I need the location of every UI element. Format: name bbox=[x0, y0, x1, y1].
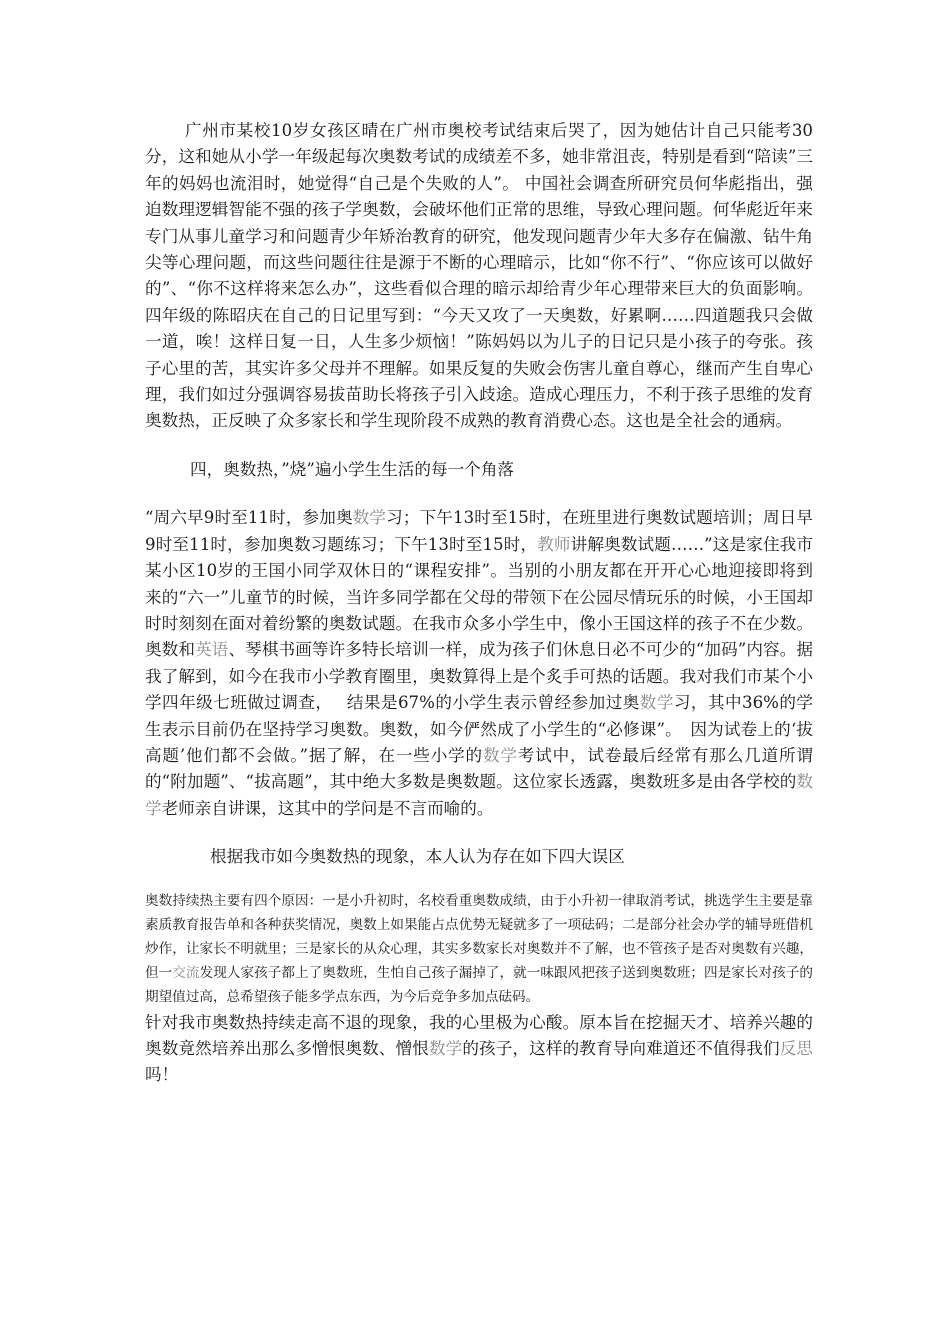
keyword-link-math[interactable]: 数学 bbox=[145, 772, 813, 818]
text-segment: “周六早9时至11时，参加奥 bbox=[145, 508, 353, 528]
keyword-link-english[interactable]: 英语 bbox=[195, 640, 229, 660]
text-segment: 针对我市奥数热持续走高不退的现象，我的心里极为心酸。原本旨在挖掘天才、培养兴趣的奥数竟然培养出那么多憎恨奥数、憎恨 bbox=[145, 1012, 813, 1058]
text-segment: 、琴棋书画等许多特长培训一样，成为孩子们休息日必不可少的“加码”内容。据我了解到，如今在我市小学教育圈里，奥数算得上是个炙手可热的话题。我对我们市某个小学四年级七班做过调查， 结果是67%的小学生表示曾经参加过奥 bbox=[145, 640, 814, 713]
section-heading-4: 四，奥数热，”烧”遍小学生生活的每一个角落 bbox=[190, 459, 514, 479]
paragraph-1: 广州市某校10岁女孩区晴在广州市奥校考试结束后哭了，因为她估计自己只能考30分，这和她从小学一年级起每次奥数考试的成绩差不多，她非常沮丧，特别是看到“陪读”三年的妈妈也流泪时，她觉得“自己是个失败的人”。 中国社会调查所研究员何华彪指出，强迫数理逻辑智能不强的孩子学奥数，会破坏他们正常的思维，导致心理问题。何华彪近年来专门从事儿童学习和问题青少年矫治教育的研究，他发现问题青少年大多存在偏激、钻牛角尖等心理问题，而这些问题往往是源于不断的心理暗示，比如“你不行”、“你应该可以做好的”、“你不这样将来怎么办”，这些看似合理的暗示却给青少年心理带来巨大的负面影响。四年级的陈昭庆在自己的日记里写到：“今天又攻了一天奥数，好累啊……四道题我只会做一道，唉！这样日复一日，人生多少烦恼！”陈妈妈以为儿子的日记只是小孩子的夸张。孩子心里的苦，其实许多父母并不理解。如果反复的失败会伤害儿童自尊心，继而产生自卑心理，我们如过分强调容易拔苗助长将孩子引入歧途。造成心理压力，不利于孩子思维的发育奥数热，正反映了众多家长和学生现阶段不成熟的教育消费心态。这也是全社会的通病。 bbox=[145, 121, 813, 431]
text-segment: 习，其中36%的学生表示目前仍在坚持学习奥数。奥数，如今俨然成了小学生的“必修课”。 因为试卷上的‘拔高题’他们都不会做。”据了解，在一些小学的 bbox=[145, 693, 813, 765]
keyword-link-teacher[interactable]: 教师 bbox=[537, 534, 571, 554]
text-segment: 讲解奥数试题……”这是家住我市某小区10岁的王国小同学双休日的“课程安排”。当别的小朋友都在开开心心地迎接即将到来的“六一”儿童节的时候，当许多同学都在父母的带领下在公园尽情玩乐的时候，小王国却时时刻刻在面对着纷繁的奥数试题。在我市众多小学生中，像小王国这样的孩子不在少数。奥数和 bbox=[145, 534, 814, 660]
text-segment: 奥数持续热主要有四个原因：一是小升初时，名校看重奥数成绩，由于小升初一律取消考试，挑选学生主要是靠素质教育报告单和各种获奖情况，奥数上如果能占点优势无疑就多了一项砝码；二是部分社会办学的辅导班借机炒作，让家长不明就里；三是家长的从众心理，其实多数家长对奥数并不了解，也不管孩子是否对奥数有兴趣，但一 bbox=[145, 892, 813, 982]
keyword-link-reflection[interactable]: 反思 bbox=[779, 1038, 814, 1058]
keyword-link-math[interactable]: 数学 bbox=[482, 745, 518, 765]
keyword-link-math[interactable]: 数学 bbox=[639, 693, 674, 713]
paragraph-4 bbox=[145, 1010, 813, 1089]
text-segment: 的孩子，这样的教育导向难道还不值得我们 bbox=[462, 1038, 780, 1058]
text-segment: 发现人家孩子都上了奥数班，生怕自己孩子漏掉了，就一味跟风把孩子送到奥数班；四是家长对孩子的期望值过高，总希望孩子能多学点东西，为今后竞争多加点砝码。 bbox=[145, 965, 814, 1006]
text-segment: 老师亲自讲课，这其中的学问是不言而喻的。 bbox=[161, 798, 494, 818]
text-segment: 习；下午13时至15时，在班里进行奥数试题培训；周日早9时至11时，参加奥数习题练习；下午13时至15时， bbox=[145, 508, 813, 554]
keyword-link-math[interactable]: 数学 bbox=[428, 1038, 463, 1058]
keyword-link-exchange[interactable]: 交流 bbox=[172, 965, 200, 982]
section-heading-misconceptions: 根据我市如今奥数热的现象，本人认为存在如下四大误区 bbox=[210, 847, 625, 867]
text-segment: 吗！ bbox=[145, 1065, 179, 1085]
keyword-link-math[interactable]: 数学 bbox=[352, 508, 387, 528]
paragraph-2 bbox=[145, 505, 813, 822]
document-page bbox=[145, 118, 813, 1089]
text-segment: 考试中，试卷最后经常有那么几道所谓的“附加题”、“拔高题”，其中绝大多数是奥数题。这位家长透露，奥数班多是由各学校的 bbox=[145, 745, 813, 792]
paragraph-3 bbox=[145, 889, 813, 1010]
